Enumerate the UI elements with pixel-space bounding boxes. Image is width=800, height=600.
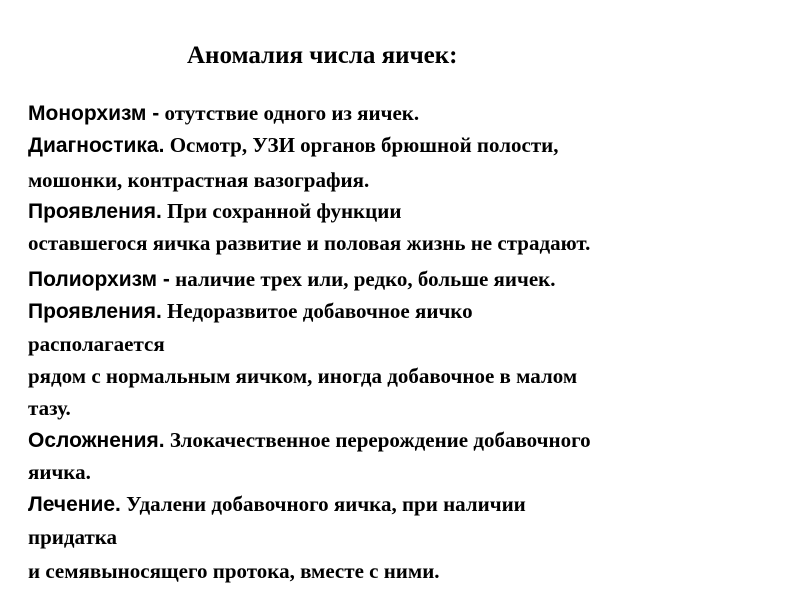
complications-term: Осложнения. <box>28 429 165 452</box>
manifestations-2-text-1: Недоразвитое добавочное яичко <box>161 299 473 323</box>
manifestations-2-line-4: тазу. <box>28 396 71 420</box>
manifestations-2-term: Проявления. <box>28 300 162 323</box>
treatment-line-1 <box>28 491 526 518</box>
complications-line-2: яичка. <box>28 460 91 484</box>
treatment-term: Лечение. <box>28 493 121 516</box>
manifestations-1-text-1: При сохранной функции <box>161 199 402 223</box>
monorchism-line <box>28 100 419 127</box>
diagnostics-line-1 <box>28 132 559 159</box>
treatment-text-1: Удалени добавочного яичка, при наличии <box>120 492 526 516</box>
diagnostics-term: Диагностика. <box>28 134 165 157</box>
monorchism-term: Монорхизм - <box>28 102 160 125</box>
manifestations-1-line-2: оставшегося яичка развитие и половая жизнь не страдают. <box>28 231 591 255</box>
manifestations-2-line-1 <box>28 298 473 325</box>
polyorchism-text: наличие трех или, редко, больше яичек. <box>169 267 556 291</box>
manifestations-2-line-2: располагается <box>28 332 165 356</box>
page-title: Аномалия числа яичек: <box>187 42 458 69</box>
treatment-line-2: придатка <box>28 525 118 549</box>
monorchism-text: отутствие одного из яичек. <box>159 101 420 125</box>
diagnostics-text-1: Осмотр, УЗИ органов брюшной полости, <box>164 133 559 157</box>
manifestations-1-line-1 <box>28 198 401 225</box>
treatment-line-3: и семявыносящего протока, вместе с ними. <box>28 559 440 583</box>
polyorchism-term: Полиорхизм - <box>28 268 170 291</box>
complications-line-1 <box>28 427 591 454</box>
manifestations-2-line-3: рядом с нормальным яичком, иногда добавочное в малом <box>28 364 578 388</box>
polyorchism-line <box>28 266 556 293</box>
manifestations-1-term: Проявления. <box>28 200 162 223</box>
diagnostics-line-2: мошонки, контрастная вазография. <box>28 168 370 192</box>
complications-text-1: Злокачественное перерождение добавочного <box>164 428 591 452</box>
